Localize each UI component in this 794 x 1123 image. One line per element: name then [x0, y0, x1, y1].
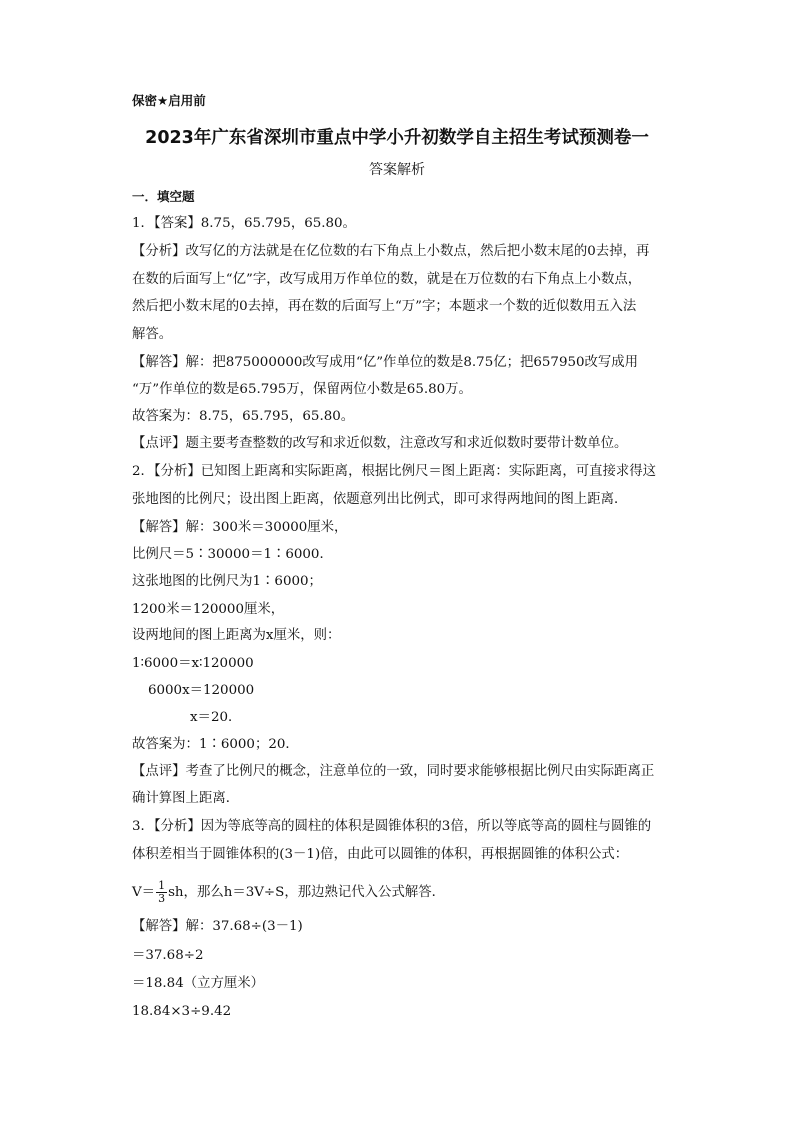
q1-final-answer: 故答案为：8.75，65.795，65.80。	[132, 409, 355, 424]
section-heading: 一．填空题	[132, 189, 195, 204]
q1-analysis-line: 【分析】改写亿的方法就是在亿位数的右下角点上小数点，然后把小数末尾的0去掉，再	[132, 244, 650, 259]
q3-step: 【解答】解：37.68÷(3－1)	[132, 919, 303, 934]
q2-equation: 6000x＝120000	[148, 683, 255, 698]
q3-formula	[132, 880, 445, 905]
q2-step: 1200米＝120000厘米，	[132, 602, 285, 617]
q2-analysis-line: 张地图的比例尺；设出图上距离，依题意列出比例式，即可求得两地间的图上距离．	[132, 492, 628, 507]
q1-solution-line: 【解答】解：把875000000改写成用“亿”作单位的数是8.75亿；把657950改写成用	[132, 355, 639, 370]
formula-left: V＝	[132, 885, 156, 900]
confidential-label: 保密★启用前	[132, 93, 206, 108]
q3-step: ＝37.68÷2	[132, 948, 204, 963]
fraction-numerator: 1	[158, 879, 166, 892]
q2-analysis-line: 2．【分析】已知图上距离和实际距离，根据比例尺＝图上距离：实际距离，可直接求得这	[132, 464, 657, 479]
q1-answer: 1．【答案】8.75，65.795，65.80。	[132, 216, 356, 231]
q3-step: 18.84×3÷9.42	[132, 1004, 232, 1019]
q1-analysis-line: 在数的后面写上“亿”字，改写成用万作单位的数，就是在万位数的右下角点上小数点，	[132, 272, 642, 287]
fraction-one-third	[156, 880, 167, 905]
q1-comment: 【点评】题主要考查整数的改写和求近似数，注意改写和求近似数时要带计数单位。	[132, 436, 628, 451]
page-title: 2023年广东省深圳市重点中学小升初数学自主招生考试预测卷一	[145, 128, 649, 148]
q2-equation: x＝20．	[190, 710, 242, 725]
q3-analysis-line: 体积差相当于圆锥体积的(3－1)倍，由此可以圆锥的体积，再根据圆锥的体积公式：	[132, 847, 629, 862]
q1-analysis-line: 解答。	[132, 327, 173, 342]
q3-analysis-line: 3．【分析】因为等底等高的圆柱的体积是圆锥体积的3倍，所以等底等高的圆柱与圆锥的	[132, 819, 652, 834]
q1-analysis-line: 然后把小数末尾的0去掉，再在数的后面写上“万”字；本题求一个数的近似数用五入法	[132, 299, 637, 314]
q2-step: 【解答】解：300米＝30000厘米，	[132, 520, 348, 535]
q2-comment-line: 确计算图上距离．	[132, 791, 240, 806]
page-subtitle: 答案解析	[369, 162, 425, 178]
formula-right: sh，那么h＝3V÷S，那边熟记代入公式解答．	[168, 885, 446, 900]
q2-comment-line: 【点评】考查了比例尺的概念，注意单位的一致，同时要求能够根据比例尺由实际距离正	[132, 764, 655, 779]
q2-step: 设两地间的图上距离为x厘米，则：	[132, 628, 341, 643]
q2-equation: 1∶6000＝x∶120000	[132, 656, 254, 671]
q2-step: 这张地图的比例尺为1∶6000；	[132, 574, 322, 589]
q2-step: 比例尺＝5∶30000＝1∶6000．	[132, 547, 333, 562]
fraction-denominator: 3	[158, 892, 166, 905]
q3-step: ＝18.84（立方厘米）	[132, 976, 265, 991]
q1-solution-line: “万”作单位的数是65.795万，保留两位小数是65.80万。	[132, 382, 472, 397]
q2-final-answer: 故答案为：1∶6000；20．	[132, 737, 299, 752]
